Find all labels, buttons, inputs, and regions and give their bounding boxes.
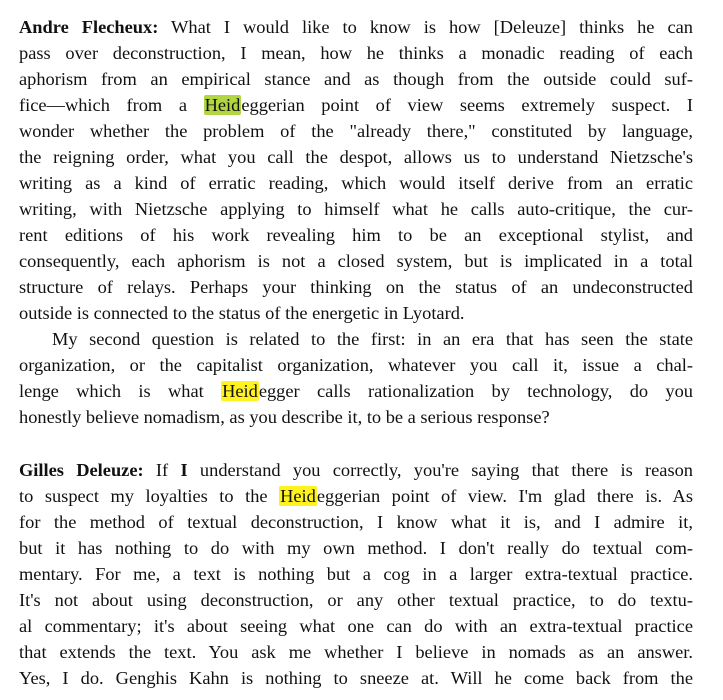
text-line: consequently, each aphorism is not a closed system, but is implicated in a total — [19, 251, 693, 271]
text-line: to suspect my loyalties to the Heideggerian point of view. I'm glad there is. As — [19, 486, 693, 506]
text-line: wonder whether the problem of the "already there," constituted by language, — [19, 121, 693, 141]
search-highlight-current: Heid — [204, 95, 241, 115]
search-highlight: Heid — [280, 486, 316, 506]
text-line: that extends the text. You ask me whether I believe in nomads as an answer. — [19, 642, 693, 662]
text-line: writing, with Nietzsche applying to himself what he calls auto-critique, the cur- — [19, 199, 693, 219]
text-line: outside is connected to the status of the energetic in Lyotard. — [19, 303, 465, 323]
text-line: but it has nothing to do with my own method. I don't really do textual com- — [19, 538, 693, 558]
text-line: the reigning order, what you call the despot, allows us to understand Nietzsche's — [19, 147, 693, 167]
text-line: aphorism from an empirical stance and as though from the outside could suf- — [19, 69, 693, 89]
search-highlight: Heid — [222, 381, 258, 401]
text-line: honestly believe nomadism, as you describe it, to be a serious response? — [19, 407, 550, 427]
text-line: al commentary; it's about seeing what one can do with an extra-textual practice — [19, 616, 693, 636]
speaker-name: Gilles Deleuze: — [19, 460, 144, 480]
text-line: Gilles Deleuze: If I understand you correctly, you're saying that there is reason — [19, 460, 694, 480]
text-line: rent editions of his work revealing him to be an exceptional stylist, and — [19, 225, 693, 245]
text-line: fice—which from a Heideggerian point of view seems extremely suspect. I — [19, 95, 693, 115]
text-line: structure of relays. Perhaps your thinking on the status of an undeconstructed — [19, 277, 693, 297]
text-line: organization, or the capitalist organization, whatever you call it, issue a chal- — [19, 355, 693, 375]
text-line: mentary. For me, a text is nothing but a cog in a larger extra-textual practice. — [19, 564, 693, 584]
text-line: It's not about using deconstruction, or any other textual practice, to do textu- — [19, 590, 693, 610]
text-line: Andre Flecheux: What I would like to know is how [Deleuze] thinks he can — [19, 17, 693, 37]
text-line: Yes, I do. Genghis Kahn is nothing to sneeze at. Will he come back from the — [19, 668, 693, 688]
text-line: pass over deconstruction, I mean, how he thinks a monadic reading of each — [19, 43, 693, 63]
speaker-name: Andre Flecheux: — [19, 17, 159, 37]
text-line: lenge which is what Heidegger calls rationalization by technology, do you — [19, 381, 693, 401]
text-line: writing as a kind of erratic reading, which would itself derive from an erratic — [19, 173, 693, 193]
text-line: My second question is related to the first: in an era that has seen the state — [52, 329, 693, 349]
text-line: for the method of textual deconstruction, I know what it is, and I admire it, — [19, 512, 693, 532]
